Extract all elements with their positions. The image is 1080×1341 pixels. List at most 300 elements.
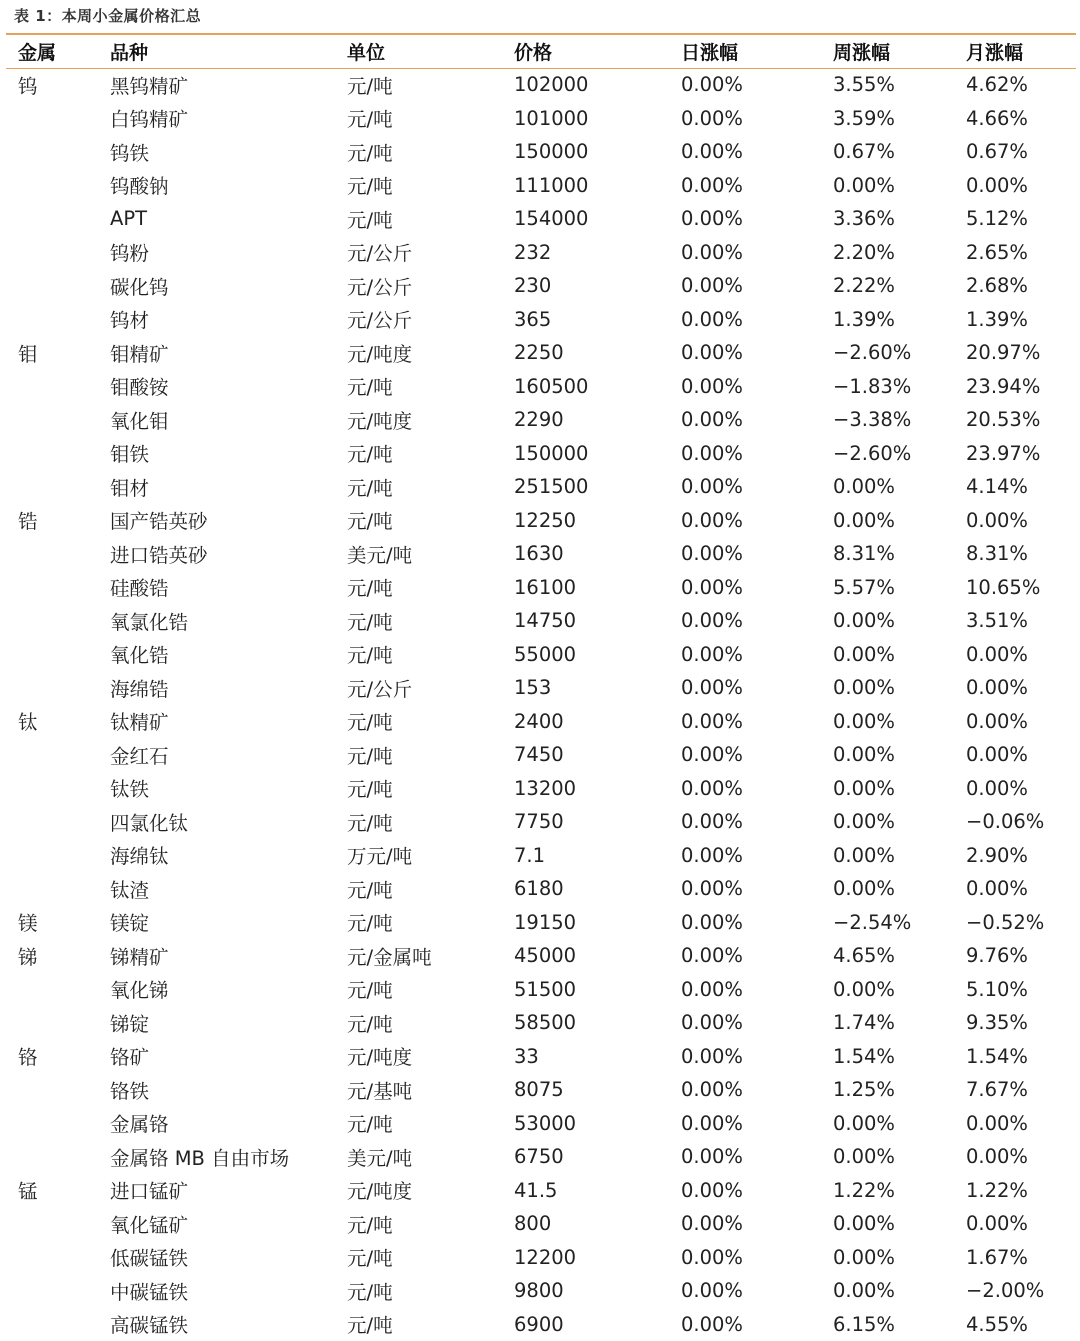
cell-metal: 钼	[0, 336, 110, 370]
cell-weekly-change: 0.00%	[833, 504, 966, 538]
table-row	[0, 738, 1080, 772]
cell-weekly-change: 2.20%	[833, 236, 966, 270]
cell-variety: APT	[110, 202, 347, 236]
cell-daily-change: 0.00%	[681, 1207, 833, 1241]
cell-metal	[0, 403, 110, 437]
cell-price: 7750	[514, 805, 681, 839]
cell-unit: 元/吨	[347, 1207, 514, 1241]
cell-unit: 元/公斤	[347, 303, 514, 337]
cell-variety: 氧氯化锆	[110, 604, 347, 638]
cell-variety: 低碳锰铁	[110, 1241, 347, 1275]
cell-daily-change: 0.00%	[681, 370, 833, 404]
cell-daily-change: 0.00%	[681, 772, 833, 806]
table-caption: 表 1：本周小金属价格汇总	[14, 5, 201, 26]
cell-monthly-change: 0.00%	[966, 1107, 1080, 1141]
table-row	[0, 1073, 1080, 1107]
cell-price: 41.5	[514, 1174, 681, 1208]
cell-unit: 元/吨	[347, 1274, 514, 1308]
cell-price: 14750	[514, 604, 681, 638]
cell-variety: 氧化锑	[110, 973, 347, 1007]
cell-price: 251500	[514, 470, 681, 504]
cell-price: 365	[514, 303, 681, 337]
cell-monthly-change: 4.66%	[966, 102, 1080, 136]
cell-metal	[0, 872, 110, 906]
table-row	[0, 504, 1080, 538]
cell-unit: 元/吨	[347, 571, 514, 605]
cell-weekly-change: 0.00%	[833, 772, 966, 806]
cell-price: 2250	[514, 336, 681, 370]
cell-monthly-change: 0.00%	[966, 772, 1080, 806]
cell-variety: 硅酸锆	[110, 571, 347, 605]
cell-variety: 钼酸铵	[110, 370, 347, 404]
cell-metal	[0, 1073, 110, 1107]
table-row	[0, 470, 1080, 504]
cell-price: 160500	[514, 370, 681, 404]
cell-variety: 金红石	[110, 738, 347, 772]
cell-daily-change: 0.00%	[681, 537, 833, 571]
cell-variety: 金属铬 MB 自由市场	[110, 1140, 347, 1174]
cell-metal	[0, 169, 110, 203]
cell-monthly-change: 23.94%	[966, 370, 1080, 404]
cell-monthly-change: 1.54%	[966, 1040, 1080, 1074]
cell-price: 9800	[514, 1274, 681, 1308]
table-row	[0, 705, 1080, 739]
table-row	[0, 303, 1080, 337]
cell-daily-change: 0.00%	[681, 1274, 833, 1308]
cell-price: 6180	[514, 872, 681, 906]
cell-metal	[0, 537, 110, 571]
cell-price: 232	[514, 236, 681, 270]
cell-price: 19150	[514, 906, 681, 940]
cell-daily-change: 0.00%	[681, 1040, 833, 1074]
cell-monthly-change: 1.22%	[966, 1174, 1080, 1208]
table-row	[0, 1040, 1080, 1074]
cell-weekly-change: 0.00%	[833, 638, 966, 672]
header-price: 价格	[514, 35, 681, 68]
cell-daily-change: 0.00%	[681, 638, 833, 672]
cell-price: 2400	[514, 705, 681, 739]
cell-weekly-change: 0.00%	[833, 705, 966, 739]
table-row	[0, 1274, 1080, 1308]
cell-unit: 元/吨度	[347, 1040, 514, 1074]
cell-daily-change: 0.00%	[681, 1140, 833, 1174]
cell-variety: 钨粉	[110, 236, 347, 270]
cell-monthly-change: 0.00%	[966, 169, 1080, 203]
cell-metal	[0, 370, 110, 404]
cell-unit: 元/吨	[347, 1006, 514, 1040]
cell-unit: 元/吨	[347, 1308, 514, 1341]
cell-daily-change: 0.00%	[681, 403, 833, 437]
cell-daily-change: 0.00%	[681, 135, 833, 169]
cell-monthly-change: 4.62%	[966, 68, 1080, 102]
table-row	[0, 1308, 1080, 1341]
table-body	[0, 68, 1080, 1341]
cell-daily-change: 0.00%	[681, 872, 833, 906]
cell-unit: 元/公斤	[347, 671, 514, 705]
cell-variety: 钛铁	[110, 772, 347, 806]
table-row	[0, 370, 1080, 404]
cell-variety: 钨酸钠	[110, 169, 347, 203]
cell-unit: 元/吨	[347, 202, 514, 236]
table-row	[0, 1241, 1080, 1275]
cell-unit: 元/吨	[347, 872, 514, 906]
cell-metal	[0, 671, 110, 705]
cell-price: 16100	[514, 571, 681, 605]
cell-monthly-change: 0.67%	[966, 135, 1080, 169]
cell-variety: 钨铁	[110, 135, 347, 169]
table-row	[0, 671, 1080, 705]
cell-metal: 锑	[0, 939, 110, 973]
cell-weekly-change: 8.31%	[833, 537, 966, 571]
cell-price: 154000	[514, 202, 681, 236]
cell-variety: 氧化锆	[110, 638, 347, 672]
cell-unit: 元/吨	[347, 135, 514, 169]
cell-variety: 黑钨精矿	[110, 68, 347, 102]
cell-metal	[0, 1241, 110, 1275]
cell-monthly-change: 1.39%	[966, 303, 1080, 337]
cell-monthly-change: 0.00%	[966, 1140, 1080, 1174]
cell-metal	[0, 571, 110, 605]
cell-metal: 镁	[0, 906, 110, 940]
cell-unit: 元/吨	[347, 772, 514, 806]
cell-daily-change: 0.00%	[681, 738, 833, 772]
cell-variety: 氧化锰矿	[110, 1207, 347, 1241]
table-row	[0, 1174, 1080, 1208]
cell-daily-change: 0.00%	[681, 839, 833, 873]
cell-price: 33	[514, 1040, 681, 1074]
cell-unit: 元/金属吨	[347, 939, 514, 973]
cell-price: 55000	[514, 638, 681, 672]
cell-metal	[0, 102, 110, 136]
header-weekly-change: 周涨幅	[833, 35, 966, 68]
cell-monthly-change: 0.00%	[966, 504, 1080, 538]
cell-price: 51500	[514, 973, 681, 1007]
cell-daily-change: 0.00%	[681, 1107, 833, 1141]
cell-metal	[0, 805, 110, 839]
table-row	[0, 973, 1080, 1007]
cell-weekly-change: −2.60%	[833, 336, 966, 370]
cell-variety: 四氯化钛	[110, 805, 347, 839]
cell-unit: 元/基吨	[347, 1073, 514, 1107]
cell-price: 102000	[514, 68, 681, 102]
cell-price: 101000	[514, 102, 681, 136]
table-row	[0, 1207, 1080, 1241]
cell-metal	[0, 604, 110, 638]
cell-unit: 元/吨	[347, 1107, 514, 1141]
cell-weekly-change: 0.00%	[833, 805, 966, 839]
cell-monthly-change: −2.00%	[966, 1274, 1080, 1308]
cell-variety: 海绵钛	[110, 839, 347, 873]
cell-variety: 钛精矿	[110, 705, 347, 739]
cell-monthly-change: 0.00%	[966, 1207, 1080, 1241]
cell-monthly-change: −0.52%	[966, 906, 1080, 940]
cell-price: 111000	[514, 169, 681, 203]
cell-monthly-change: 5.10%	[966, 973, 1080, 1007]
cell-variety: 锑锭	[110, 1006, 347, 1040]
cell-metal: 铬	[0, 1040, 110, 1074]
cell-metal	[0, 1006, 110, 1040]
cell-unit: 元/吨	[347, 805, 514, 839]
table-row	[0, 269, 1080, 303]
cell-variety: 氧化钼	[110, 403, 347, 437]
cell-monthly-change: 0.00%	[966, 671, 1080, 705]
table-row	[0, 805, 1080, 839]
cell-metal	[0, 1308, 110, 1341]
cell-variety: 中碳锰铁	[110, 1274, 347, 1308]
cell-daily-change: 0.00%	[681, 671, 833, 705]
table-row	[0, 1140, 1080, 1174]
cell-unit: 元/公斤	[347, 236, 514, 270]
cell-daily-change: 0.00%	[681, 1241, 833, 1275]
cell-monthly-change: 0.00%	[966, 872, 1080, 906]
metal-price-table	[0, 35, 1080, 1341]
cell-metal: 锆	[0, 504, 110, 538]
cell-monthly-change: 3.51%	[966, 604, 1080, 638]
cell-variety: 进口锆英砂	[110, 537, 347, 571]
cell-price: 7.1	[514, 839, 681, 873]
cell-monthly-change: 0.00%	[966, 738, 1080, 772]
cell-weekly-change: 0.00%	[833, 604, 966, 638]
table-row	[0, 336, 1080, 370]
cell-metal: 锰	[0, 1174, 110, 1208]
cell-variety: 白钨精矿	[110, 102, 347, 136]
cell-unit: 元/吨度	[347, 403, 514, 437]
cell-price: 13200	[514, 772, 681, 806]
cell-weekly-change: 1.25%	[833, 1073, 966, 1107]
cell-price: 7450	[514, 738, 681, 772]
cell-daily-change: 0.00%	[681, 1174, 833, 1208]
cell-weekly-change: −2.54%	[833, 906, 966, 940]
cell-monthly-change: 0.00%	[966, 705, 1080, 739]
cell-weekly-change: 0.67%	[833, 135, 966, 169]
cell-daily-change: 0.00%	[681, 169, 833, 203]
cell-unit: 元/吨度	[347, 336, 514, 370]
cell-weekly-change: 0.00%	[833, 169, 966, 203]
table-row	[0, 772, 1080, 806]
cell-metal: 钨	[0, 68, 110, 102]
cell-daily-change: 0.00%	[681, 1073, 833, 1107]
cell-daily-change: 0.00%	[681, 1006, 833, 1040]
cell-metal	[0, 638, 110, 672]
cell-metal	[0, 303, 110, 337]
cell-weekly-change: −2.60%	[833, 437, 966, 471]
cell-price: 45000	[514, 939, 681, 973]
cell-weekly-change: 3.36%	[833, 202, 966, 236]
cell-weekly-change: 3.55%	[833, 68, 966, 102]
cell-unit: 元/吨	[347, 370, 514, 404]
cell-unit: 元/吨	[347, 973, 514, 1007]
cell-price: 800	[514, 1207, 681, 1241]
cell-unit: 元/吨	[347, 1241, 514, 1275]
cell-price: 150000	[514, 135, 681, 169]
table-row	[0, 939, 1080, 973]
cell-metal	[0, 1274, 110, 1308]
cell-variety: 进口锰矿	[110, 1174, 347, 1208]
table-row	[0, 403, 1080, 437]
cell-unit: 元/吨度	[347, 1174, 514, 1208]
cell-weekly-change: −1.83%	[833, 370, 966, 404]
cell-metal	[0, 437, 110, 471]
cell-unit: 元/吨	[347, 738, 514, 772]
cell-variety: 金属铬	[110, 1107, 347, 1141]
cell-weekly-change: 0.00%	[833, 470, 966, 504]
header-unit: 单位	[347, 35, 514, 68]
cell-monthly-change: 4.55%	[966, 1308, 1080, 1341]
cell-unit: 元/公斤	[347, 269, 514, 303]
cell-monthly-change: 7.67%	[966, 1073, 1080, 1107]
cell-unit: 美元/吨	[347, 1140, 514, 1174]
cell-weekly-change: 0.00%	[833, 839, 966, 873]
table-row	[0, 571, 1080, 605]
cell-price: 8075	[514, 1073, 681, 1107]
cell-metal	[0, 470, 110, 504]
table-row	[0, 1006, 1080, 1040]
cell-daily-change: 0.00%	[681, 303, 833, 337]
cell-monthly-change: 8.31%	[966, 537, 1080, 571]
table-row	[0, 102, 1080, 136]
cell-metal	[0, 839, 110, 873]
cell-daily-change: 0.00%	[681, 705, 833, 739]
cell-weekly-change: 0.00%	[833, 1107, 966, 1141]
cell-weekly-change: 2.22%	[833, 269, 966, 303]
cell-monthly-change: 10.65%	[966, 571, 1080, 605]
cell-monthly-change: 1.67%	[966, 1241, 1080, 1275]
cell-unit: 万元/吨	[347, 839, 514, 873]
table-row	[0, 638, 1080, 672]
cell-daily-change: 0.00%	[681, 604, 833, 638]
cell-daily-change: 0.00%	[681, 68, 833, 102]
cell-weekly-change: −3.38%	[833, 403, 966, 437]
cell-monthly-change: 20.97%	[966, 336, 1080, 370]
cell-price: 6900	[514, 1308, 681, 1341]
cell-variety: 钼材	[110, 470, 347, 504]
cell-price: 53000	[514, 1107, 681, 1141]
header-variety: 品种	[110, 35, 347, 68]
cell-unit: 元/吨	[347, 638, 514, 672]
cell-variety: 海绵锆	[110, 671, 347, 705]
cell-unit: 美元/吨	[347, 537, 514, 571]
cell-variety: 碳化钨	[110, 269, 347, 303]
cell-unit: 元/吨	[347, 604, 514, 638]
cell-monthly-change: 2.90%	[966, 839, 1080, 873]
cell-weekly-change: 1.22%	[833, 1174, 966, 1208]
cell-daily-change: 0.00%	[681, 102, 833, 136]
cell-monthly-change: 4.14%	[966, 470, 1080, 504]
table-row	[0, 839, 1080, 873]
cell-weekly-change: 0.00%	[833, 1140, 966, 1174]
cell-weekly-change: 0.00%	[833, 1274, 966, 1308]
table-row	[0, 437, 1080, 471]
header-monthly-change: 月涨幅	[966, 35, 1080, 68]
cell-unit: 元/吨	[347, 68, 514, 102]
cell-weekly-change: 0.00%	[833, 671, 966, 705]
cell-weekly-change: 1.54%	[833, 1040, 966, 1074]
cell-weekly-change: 0.00%	[833, 973, 966, 1007]
header-metal: 金属	[0, 35, 110, 68]
cell-variety: 高碳锰铁	[110, 1308, 347, 1341]
cell-weekly-change: 1.39%	[833, 303, 966, 337]
cell-price: 6750	[514, 1140, 681, 1174]
cell-daily-change: 0.00%	[681, 504, 833, 538]
cell-metal	[0, 236, 110, 270]
cell-unit: 元/吨	[347, 102, 514, 136]
cell-price: 150000	[514, 437, 681, 471]
table-header-row	[0, 35, 1080, 68]
cell-monthly-change: 5.12%	[966, 202, 1080, 236]
table-row	[0, 169, 1080, 203]
cell-weekly-change: 5.57%	[833, 571, 966, 605]
cell-monthly-change: 9.76%	[966, 939, 1080, 973]
cell-price: 12250	[514, 504, 681, 538]
cell-variety: 铬矿	[110, 1040, 347, 1074]
cell-price: 2290	[514, 403, 681, 437]
cell-variety: 钼精矿	[110, 336, 347, 370]
cell-weekly-change: 0.00%	[833, 1241, 966, 1275]
cell-weekly-change: 4.65%	[833, 939, 966, 973]
cell-variety: 铬铁	[110, 1073, 347, 1107]
cell-unit: 元/吨	[347, 906, 514, 940]
table-row	[0, 537, 1080, 571]
cell-metal	[0, 269, 110, 303]
cell-daily-change: 0.00%	[681, 336, 833, 370]
cell-monthly-change: 9.35%	[966, 1006, 1080, 1040]
cell-monthly-change: 2.65%	[966, 236, 1080, 270]
cell-daily-change: 0.00%	[681, 973, 833, 1007]
cell-metal	[0, 135, 110, 169]
cell-daily-change: 0.00%	[681, 236, 833, 270]
table-row	[0, 604, 1080, 638]
cell-weekly-change: 3.59%	[833, 102, 966, 136]
cell-variety: 钼铁	[110, 437, 347, 471]
cell-unit: 元/吨	[347, 504, 514, 538]
cell-variety: 锑精矿	[110, 939, 347, 973]
table-row	[0, 906, 1080, 940]
cell-price: 12200	[514, 1241, 681, 1275]
cell-monthly-change: 23.97%	[966, 437, 1080, 471]
cell-metal	[0, 1207, 110, 1241]
cell-metal	[0, 202, 110, 236]
cell-variety: 钛渣	[110, 872, 347, 906]
cell-daily-change: 0.00%	[681, 470, 833, 504]
cell-monthly-change: 0.00%	[966, 638, 1080, 672]
table-row	[0, 135, 1080, 169]
cell-unit: 元/吨	[347, 437, 514, 471]
cell-monthly-change: 2.68%	[966, 269, 1080, 303]
table-row	[0, 202, 1080, 236]
cell-daily-change: 0.00%	[681, 269, 833, 303]
cell-weekly-change: 0.00%	[833, 1207, 966, 1241]
table-row	[0, 68, 1080, 102]
cell-metal	[0, 1140, 110, 1174]
cell-variety: 镁锭	[110, 906, 347, 940]
cell-price: 230	[514, 269, 681, 303]
header-daily-change: 日涨幅	[681, 35, 833, 68]
cell-metal: 钛	[0, 705, 110, 739]
cell-variety: 钨材	[110, 303, 347, 337]
table-row	[0, 872, 1080, 906]
cell-daily-change: 0.00%	[681, 202, 833, 236]
cell-weekly-change: 6.15%	[833, 1308, 966, 1341]
cell-price: 58500	[514, 1006, 681, 1040]
cell-weekly-change: 1.74%	[833, 1006, 966, 1040]
cell-unit: 元/吨	[347, 470, 514, 504]
cell-metal	[0, 738, 110, 772]
cell-daily-change: 0.00%	[681, 939, 833, 973]
cell-unit: 元/吨	[347, 169, 514, 203]
cell-daily-change: 0.00%	[681, 571, 833, 605]
cell-daily-change: 0.00%	[681, 437, 833, 471]
cell-weekly-change: 0.00%	[833, 738, 966, 772]
